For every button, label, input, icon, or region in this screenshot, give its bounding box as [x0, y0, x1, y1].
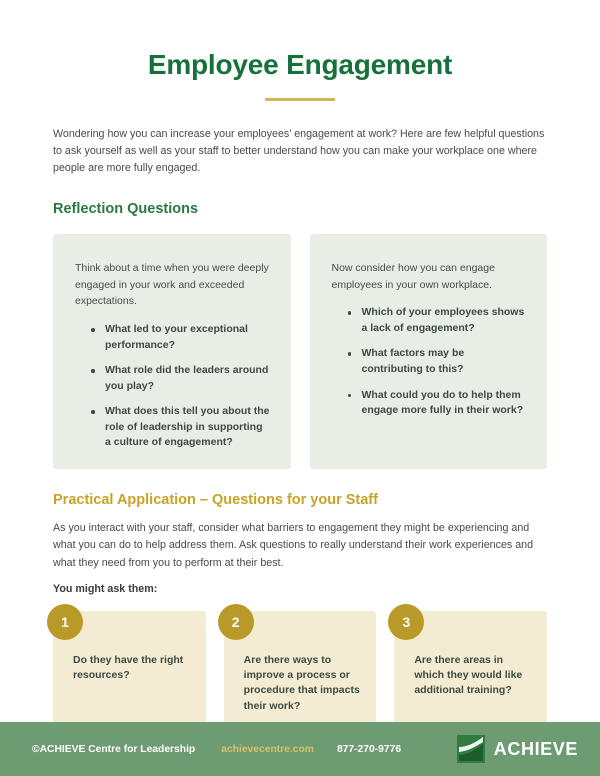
list-item: What does this tell you about the role of leadership in supporting a culture of engagement? [91, 404, 271, 451]
brand-wordmark: ACHIEVE [493, 738, 578, 759]
footer-organization: ©ACHIEVE Centre for Leadership [32, 743, 196, 755]
you-might-ask-label: You might ask them: [53, 582, 158, 595]
card-number-badge-2: 2 [218, 604, 254, 640]
reflection-box-1-lead: Think about a time when you were deeply engaged in your work and exceeded expectations. [75, 261, 269, 308]
list-item: What factors may be contributing to this? [348, 346, 528, 377]
brand-lockup [457, 735, 578, 763]
card-number-badge-1: 1 [47, 604, 83, 640]
practical-application-body: As you interact with your staff, consider what barriers to engagement they might be experiencing and what you can do to help address them. Ask questions to really understand their work experiences and what they need from you to perform at their best. [53, 521, 534, 569]
list-item: Which of your employees shows a lack of engagement? [348, 305, 528, 336]
reflection-box-2-lead: Now consider how you can engage employees in your own workplace. [331, 261, 495, 291]
list-item: What could you do to help them engage more fully in their work? [348, 388, 528, 419]
question-cards-row [53, 611, 547, 727]
reflection-questions-heading: Reflection Questions [53, 200, 199, 217]
question-card-3 [394, 611, 547, 727]
reflection-box-2-question-list [332, 305, 528, 418]
card-text-1: Do they have the right resources? [73, 653, 184, 682]
footer-phone: 877-270-9776 [336, 743, 402, 755]
question-card-1 [53, 611, 206, 727]
title-divider [265, 98, 335, 101]
reflection-box-1 [53, 234, 291, 469]
card-text-2: Are there ways to improve a process or procedure that impacts their work? [243, 653, 360, 712]
page-footer [0, 722, 600, 776]
reflection-box-2 [310, 234, 548, 469]
footer-website-link[interactable]: achievecentre.com [221, 743, 314, 755]
practical-application-heading: Practical Application – Questions for your Staff [53, 491, 378, 508]
list-item: What role did the leaders around you play? [91, 363, 271, 394]
reflection-boxes-row [53, 234, 547, 469]
question-card-2 [224, 611, 377, 727]
intro-paragraph: Wondering how you can increase your employees’ engagement at work? Here are few helpful questions to ask yourself as well as your staff to better understand how you can make your workplace one where people are more fully engaged. [53, 127, 545, 175]
achieve-swoosh-logo-icon [457, 735, 485, 763]
reflection-box-1-question-list [75, 322, 271, 451]
card-text-3: Are there areas in which they would like additional training? [414, 653, 523, 697]
list-item: What led to your exceptional performance? [91, 322, 271, 353]
page-title: Employee Engagement [147, 49, 453, 80]
card-number-badge-3: 3 [388, 604, 424, 640]
